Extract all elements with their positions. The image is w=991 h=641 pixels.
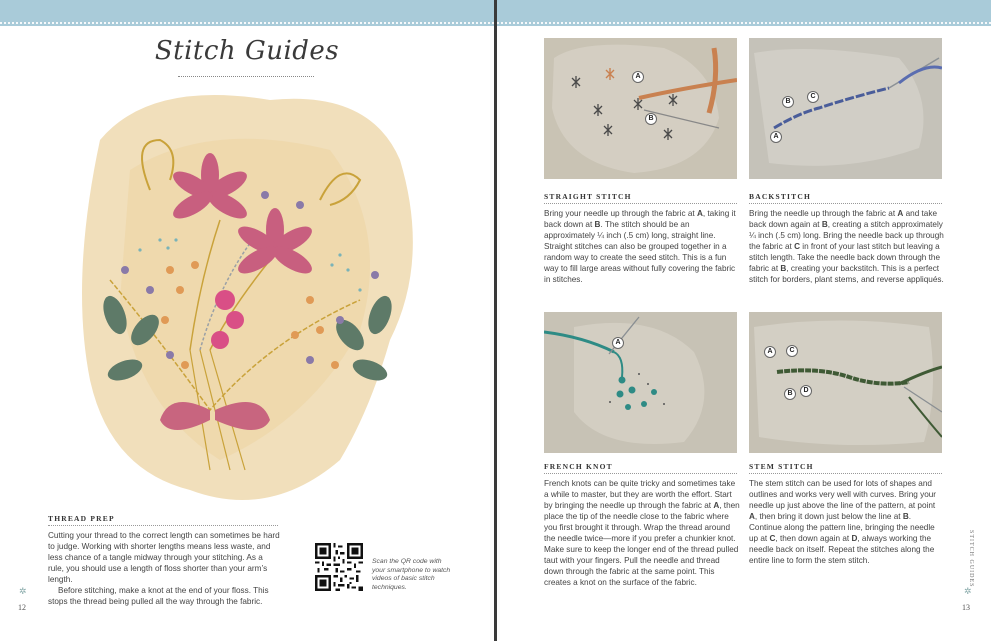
flower-ornament-icon: ✲ — [19, 586, 27, 596]
photo-label-b: B — [782, 96, 794, 108]
french-knot-photo — [544, 312, 737, 453]
right-page — [497, 0, 991, 641]
stem-stitch-photo — [749, 312, 942, 453]
photo-label-b: B — [645, 113, 657, 125]
flower-ornament-icon: ✲ — [964, 586, 972, 596]
straight-stitch-photo — [544, 38, 737, 179]
french-knot-text: French knots can be quite tricky and sometimes take a while to master, but they are worth the effort. Start by bringing the needle up through the fabric at A, then place the tip of the needle close to the fabric where you first brought it through. Wrap the thread around the needle twice—more if you prefer a chunkier knot. Make sure to keep the longer end of the thread pulled taut with your fingers. Pull the needle and thread down through the fabric at the same point. This creates a knot on the surface of the fabric. — [544, 479, 740, 587]
running-head: STITCH GUIDES — [968, 530, 974, 588]
french-knot-rule — [544, 473, 737, 474]
thread-prep-paragraph-2: Before stitching, make a knot at the end of your floss. This stops the thread being pulled all the way through the fabric. — [48, 586, 269, 606]
qr-caption: Scan the QR code with your smartphone to watch videos of basic stitch techniques. — [372, 558, 451, 591]
thread-prep-rule — [48, 525, 278, 526]
photo-label-a: A — [612, 337, 624, 349]
thread-prep-text — [48, 530, 280, 607]
photo-label-c: C — [786, 345, 798, 357]
french-knot-heading: FRENCH KNOT — [544, 462, 613, 471]
thread-prep-paragraph-1: Cutting your thread to the correct length can sometimes be hard to judge. Working with shorter lengths means less waste, and less chance of a tangle midway through your stitching. As a rule, you should use a length of floss shorter than your arm’s length. — [48, 531, 280, 584]
backstitch-photo — [749, 38, 942, 179]
backstitch-heading: BACKSTITCH — [749, 192, 812, 201]
backstitch-rule — [749, 203, 942, 204]
backstitch-text: Bring the needle up through the fabric at A and take back down again at B, creating a stitch approximately ¼ inch (.5 cm) long. Bring the needle back up through the fabric at C in front of your last stitch but leaving a stitch length. Take the needle back down through the fabric at B, creating your backstitch. This is a perfect stitch for borders, plant stems, and reverse appliqués. — [749, 209, 944, 284]
straight-stitch-rule — [544, 203, 737, 204]
thread-prep-heading: THREAD PREP — [48, 514, 115, 523]
photo-label-a: A — [764, 346, 776, 358]
bouquet-illustration — [70, 80, 420, 510]
left-page — [0, 0, 494, 641]
straight-stitch-text: Bring your needle up through the fabric at A, taking it back down at B. The stitch should be an approximately ¼ inch (.5 cm) long, straight line. Straight stitches can also be grouped together in a random way to create the seed stitch. This is a fun way to fill large areas without fully covering the fabric in stitches. — [544, 209, 736, 284]
stem-stitch-text: The stem stitch can be used for lots of shapes and outlines and works very well with curves. Bring your needle up just above the line of the pattern, at point A, then bring it down just below the line at B. Continue along the pattern line, bringing the needle up at C, then down again at D, always working the needle back on itself. Repeat the stitches along the entire line to form the stem stitch. — [749, 479, 937, 565]
page-number-left: 12 — [18, 603, 26, 612]
photo-label-b: B — [784, 388, 796, 400]
title-rule — [178, 76, 314, 77]
top-band — [0, 0, 494, 26]
stem-stitch-heading: STEM STITCH — [749, 462, 814, 471]
photo-label-c: C — [807, 91, 819, 103]
page-title: Stitch Guides — [154, 36, 340, 66]
top-band — [497, 0, 991, 26]
photo-label-d: D — [800, 385, 812, 397]
photo-label-a: A — [770, 131, 782, 143]
photo-label-a: A — [632, 71, 644, 83]
qr-code[interactable] — [315, 543, 363, 591]
straight-stitch-heading: STRAIGHT STITCH — [544, 192, 632, 201]
stem-stitch-rule — [749, 473, 942, 474]
page-number-right: 13 — [962, 603, 970, 612]
